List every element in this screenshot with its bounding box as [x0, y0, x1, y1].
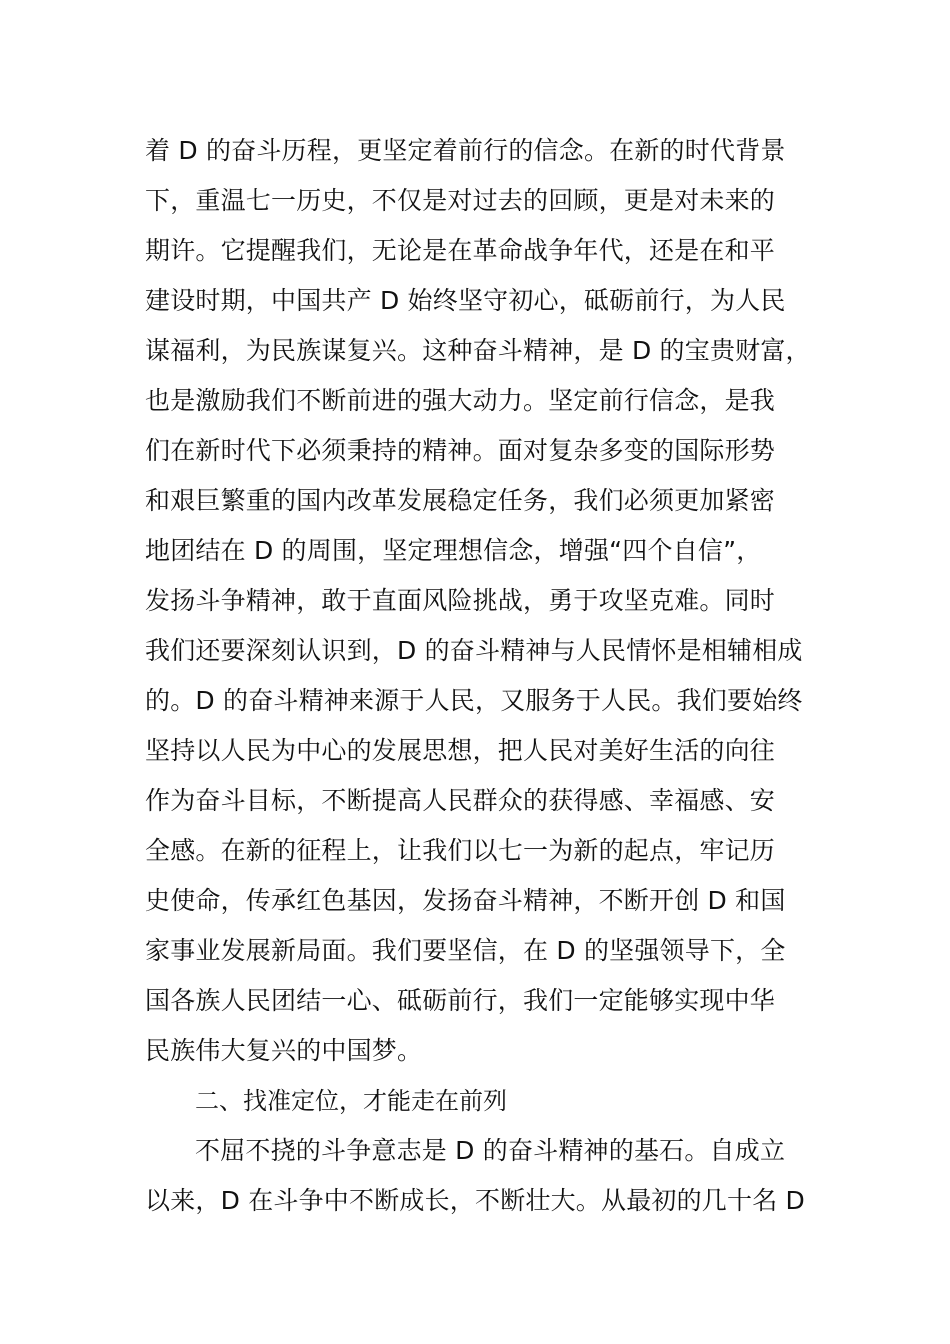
body-text-line: 下，重温七一历史，不仅是对过去的回顾，更是对未来的 — [145, 186, 776, 215]
body-text-line: 不屈不挠的斗争意志是 D 的奋斗精神的基石。自成立 — [195, 1136, 786, 1165]
body-text-line: 史使命，传承红色基因，发扬奋斗精神，不断开创 D 和国 — [145, 886, 786, 915]
body-text-line: 发扬斗争精神，敢于直面风险挑战，勇于攻坚克难。同时 — [145, 586, 776, 615]
body-text-line: 和艰巨繁重的国内改革发展稳定任务，我们必须更加紧密 — [145, 486, 776, 515]
body-text-line: 谋福利，为民族谋复兴。这种奋斗精神，是 D 的宝贵财富， — [145, 336, 811, 365]
body-text-line: 全感。在新的征程上，让我们以七一为新的起点，牢记历 — [145, 836, 776, 865]
body-text-line: 建设时期，中国共产 D 始终坚守初心，砥砺前行，为人民 — [145, 286, 786, 315]
body-text-line: 民族伟大复兴的中国梦。 — [145, 1036, 423, 1065]
body-text-line: 以来，D 在斗争中不断成长，不断壮大。从最初的几十名 D — [145, 1186, 805, 1215]
body-text-line: 国各族人民团结一心、砥砺前行，我们一定能够实现中华 — [145, 986, 776, 1015]
body-text-line: 坚持以人民为中心的发展思想，把人民对美好生活的向往 — [145, 736, 776, 765]
body-text-line: 作为奋斗目标，不断提高人民群众的获得感、幸福感、安 — [145, 786, 776, 815]
body-text-line: 我们还要深刻认识到，D 的奋斗精神与人民情怀是相辅相成 — [145, 636, 803, 665]
body-text-line: 地团结在 D 的周围，坚定理想信念，增强“四个自信”， — [145, 536, 762, 565]
body-text-line: 着 D 的奋斗历程，更坚定着前行的信念。在新的时代背景 — [145, 136, 786, 165]
body-text-line: 家事业发展新局面。我们要坚信，在 D 的坚强领导下，全 — [145, 936, 786, 965]
body-text-line: 的。D 的奋斗精神来源于人民，又服务于人民。我们要始终 — [145, 686, 803, 715]
section-heading: 二、找准定位，才能走在前列 — [195, 1087, 507, 1115]
body-text-line: 期许。它提醒我们，无论是在革命战争年代，还是在和平 — [145, 236, 776, 265]
body-text-line: 也是激励我们不断前进的强大动力。坚定前行信念，是我 — [145, 386, 776, 415]
body-text-line: 们在新时代下必须秉持的精神。面对复杂多变的国际形势 — [145, 436, 776, 465]
